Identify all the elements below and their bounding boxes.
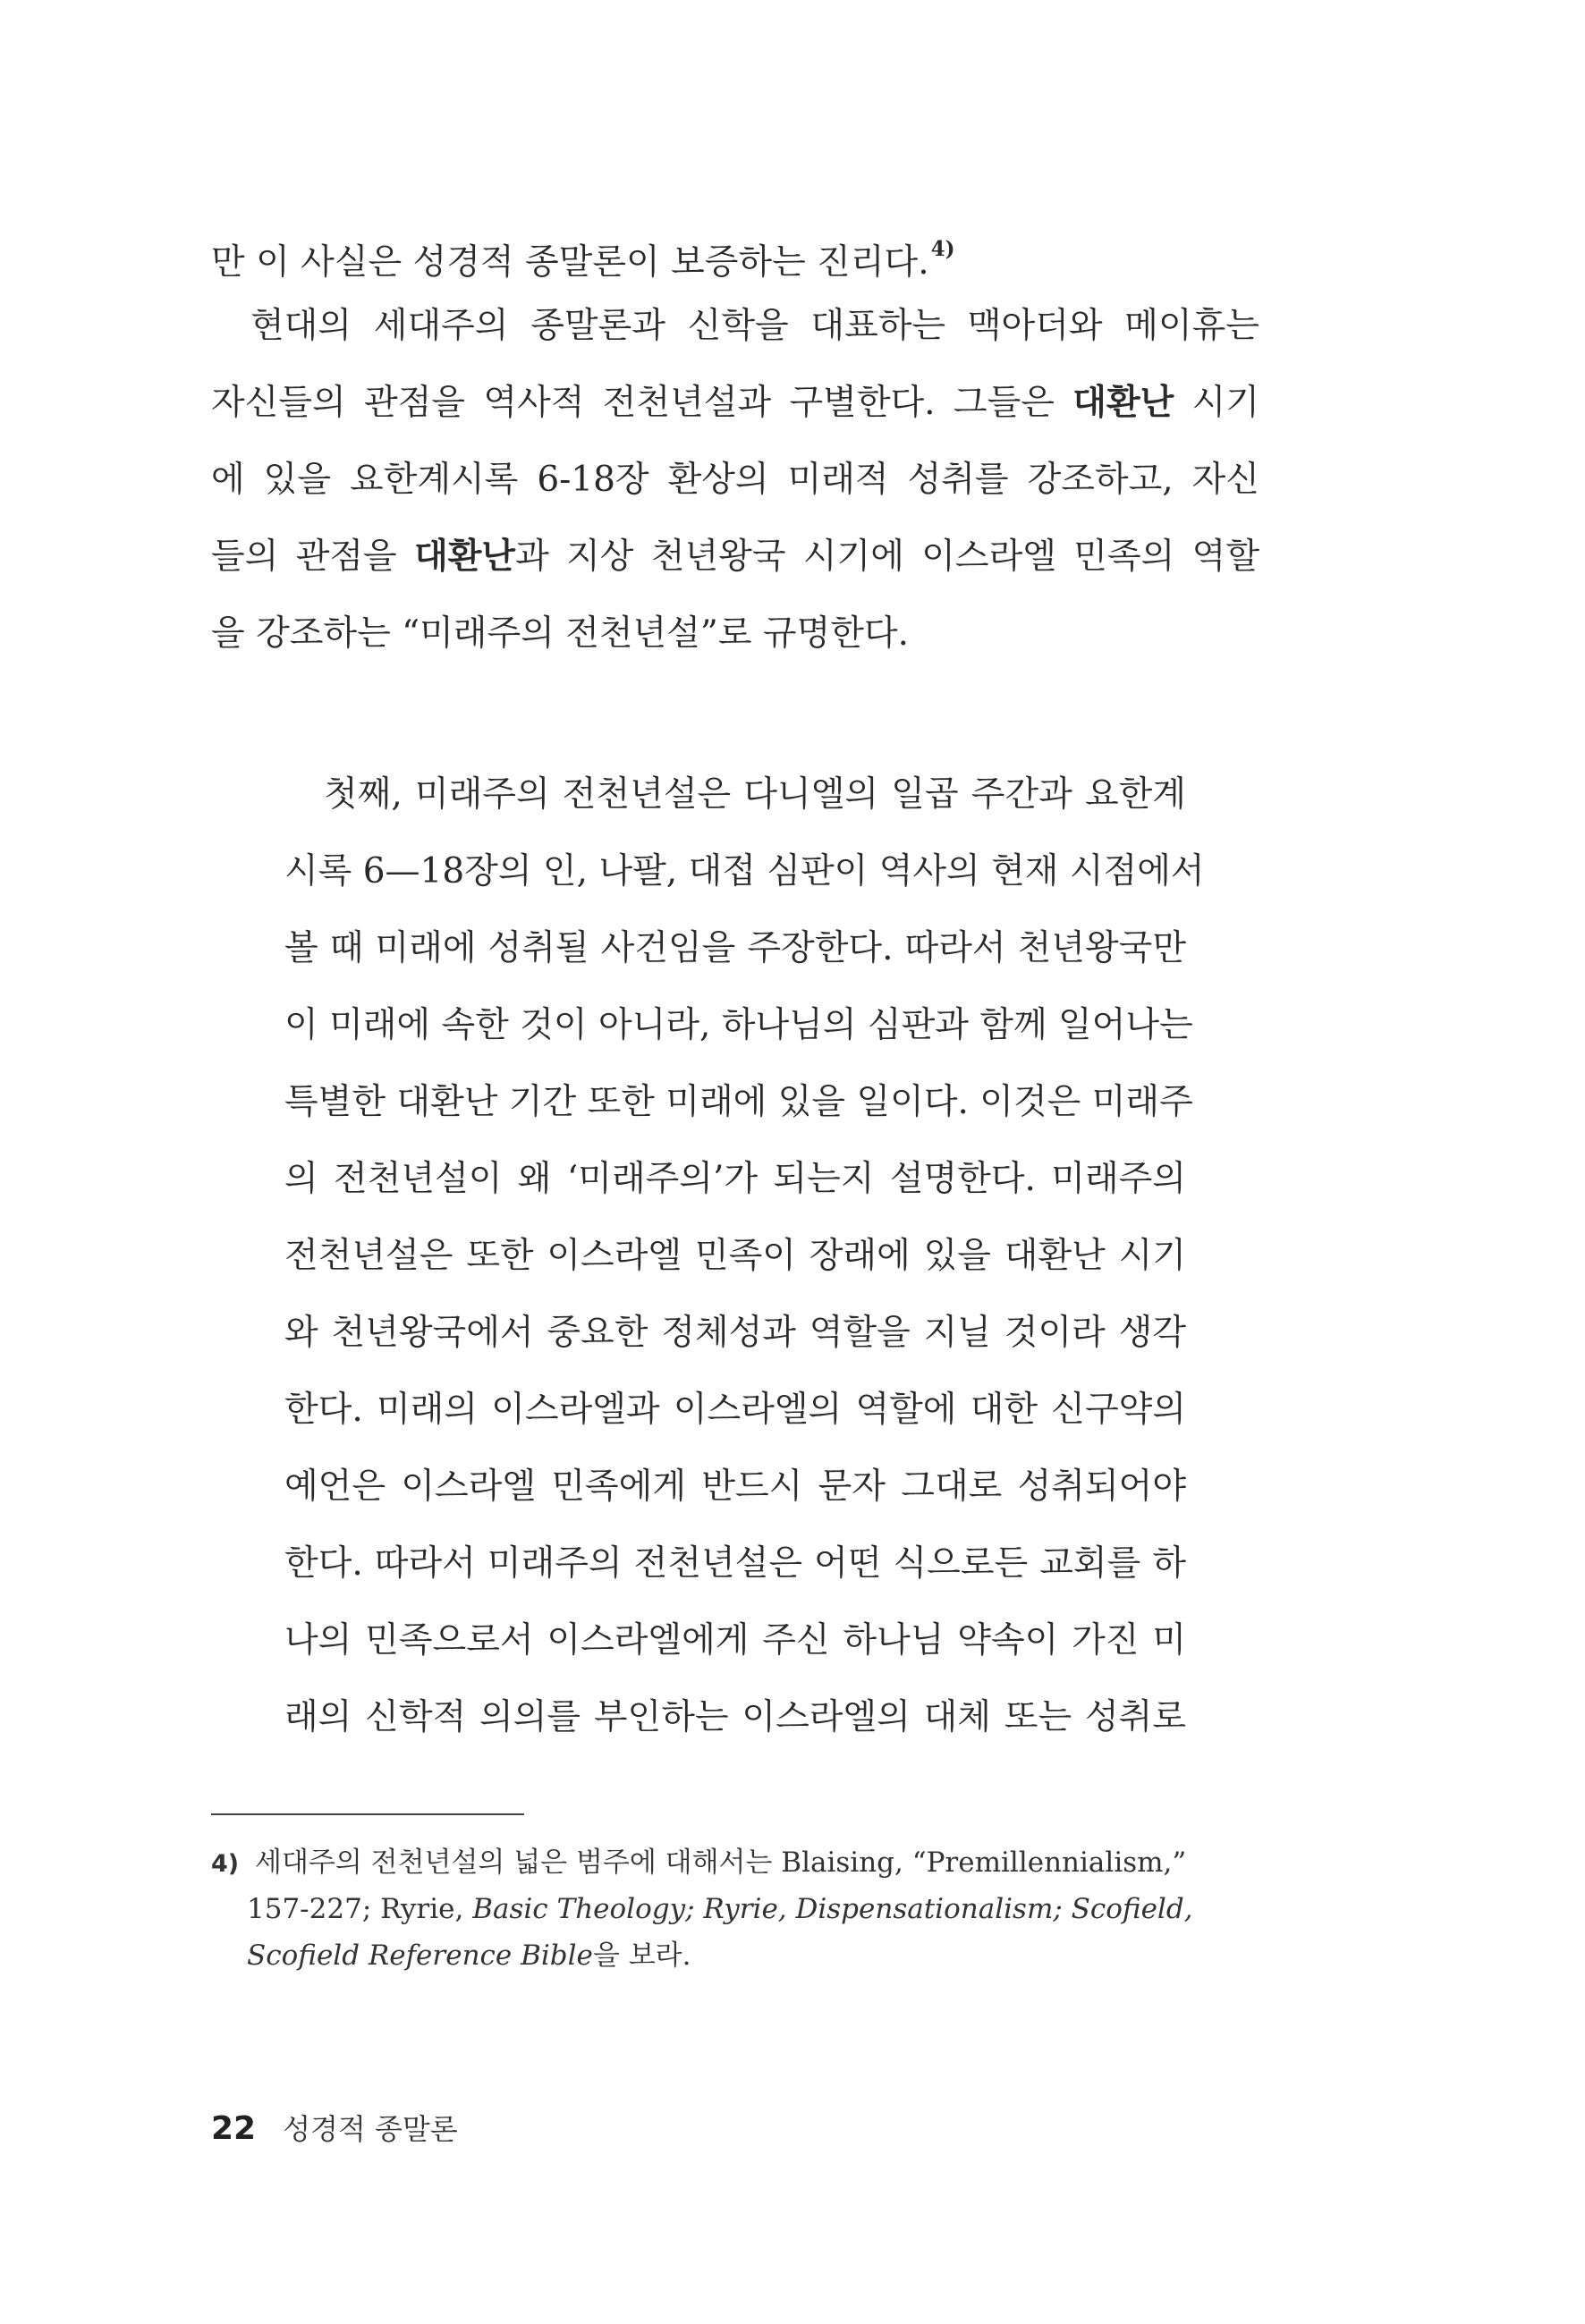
- body-line: 현대의 세대주의 종말론과 신학을 대표하는 맥아더와 메이휴는: [250, 306, 1259, 346]
- quote-line: 이 미래에 속한 것이 아니라, 하나님의 심판과 함께 일어나는: [284, 1005, 1193, 1045]
- footnote-line: [211, 1840, 1186, 1885]
- quote-line: 나의 민족으로서 이스라엘에게 주신 하나님 약속이 가진 미: [284, 1620, 1186, 1661]
- citation-title: Scofield Reference Bible: [247, 1939, 593, 1972]
- footnote-text: 세대주의 전천년설의 넓은 범주에 대해서는 Blaising, “Premillennialism,”: [255, 1847, 1187, 1879]
- footnote-line: [247, 1933, 691, 1978]
- quote-line: 한다. 따라서 미래주의 전천년설은 어떤 식으로든 교회를 하: [284, 1543, 1186, 1584]
- footnote-reference[interactable]: 4): [930, 237, 955, 261]
- quote-line: 와 천년왕국에서 중요한 정체성과 역할을 지닐 것이라 생각: [284, 1313, 1186, 1353]
- body-line: [211, 519, 1259, 596]
- quote-line: 의 전천년설이 왜 ‘미래주의’가 되는지 설명한다. 미래주의: [284, 1159, 1186, 1199]
- body-line: 에 있을 요한계시록 6-18장 환상의 미래적 성취를 강조하고, 자신: [211, 460, 1259, 500]
- quote-line: 특별한 대환난 기간 또한 미래에 있을 일이다. 이것은 미래주: [284, 1082, 1193, 1122]
- body-text-segment: 자신들의 관점을 역사적 전천년설과 구별한다. 그들은: [211, 383, 1073, 423]
- quote-line: 전천년설은 또한 이스라엘 민족이 장래에 있을 대환난 시기: [284, 1236, 1186, 1276]
- quote-line: 예언은 이스라엘 민족에게 반드시 문자 그대로 성취되어야: [284, 1466, 1186, 1507]
- footnote-text: 을 보라.: [592, 1939, 691, 1972]
- footnote-line: [247, 1887, 1193, 1931]
- body-text-segment: 과 지상 천년왕국 시기에 이스라엘 민족의 역할: [515, 537, 1259, 577]
- body-line: 을 강조하는 “미래주의 전천년설”로 규명한다.: [211, 613, 909, 654]
- citation-title: Basic Theology; Ryrie, Dispensationalism; Scofield,: [472, 1893, 1193, 1925]
- page-footer: [211, 2107, 458, 2151]
- running-title: 성경적 종말론: [283, 2112, 458, 2146]
- page-number: 22: [211, 2110, 257, 2147]
- quote-line: 볼 때 미래에 성취될 사건임을 주장한다. 따라서 천년왕국만: [284, 928, 1186, 968]
- quote-line: 래의 신학적 의의를 부인하는 이스라엘의 대체 또는 성취로: [284, 1697, 1186, 1737]
- body-line: [211, 211, 954, 288]
- quote-line: 첫째, 미래주의 전천년설은 다니엘의 일곱 주간과 요한계: [324, 774, 1186, 815]
- footnote-divider: [211, 1813, 524, 1815]
- quote-line: 한다. 미래의 이스라엘과 이스라엘의 역할에 대한 신구약의: [284, 1390, 1186, 1430]
- body-text-segment: 들의 관점을: [211, 537, 415, 577]
- footnote-number: 4): [211, 1850, 240, 1878]
- body-line: [211, 365, 1259, 442]
- emphasis-term: 대환난: [1072, 383, 1174, 423]
- emphasis-term: 대환난: [414, 537, 516, 577]
- body-text-segment: 만 이 사실은 성경적 종말론이 보증하는 진리다.: [211, 242, 929, 283]
- body-text-segment: 시기: [1174, 383, 1260, 423]
- quote-line: 시록 6—18장의 인, 나팔, 대접 심판이 역사의 현재 시점에서: [284, 851, 1205, 892]
- footnote-text: 157-227; Ryrie,: [247, 1893, 473, 1925]
